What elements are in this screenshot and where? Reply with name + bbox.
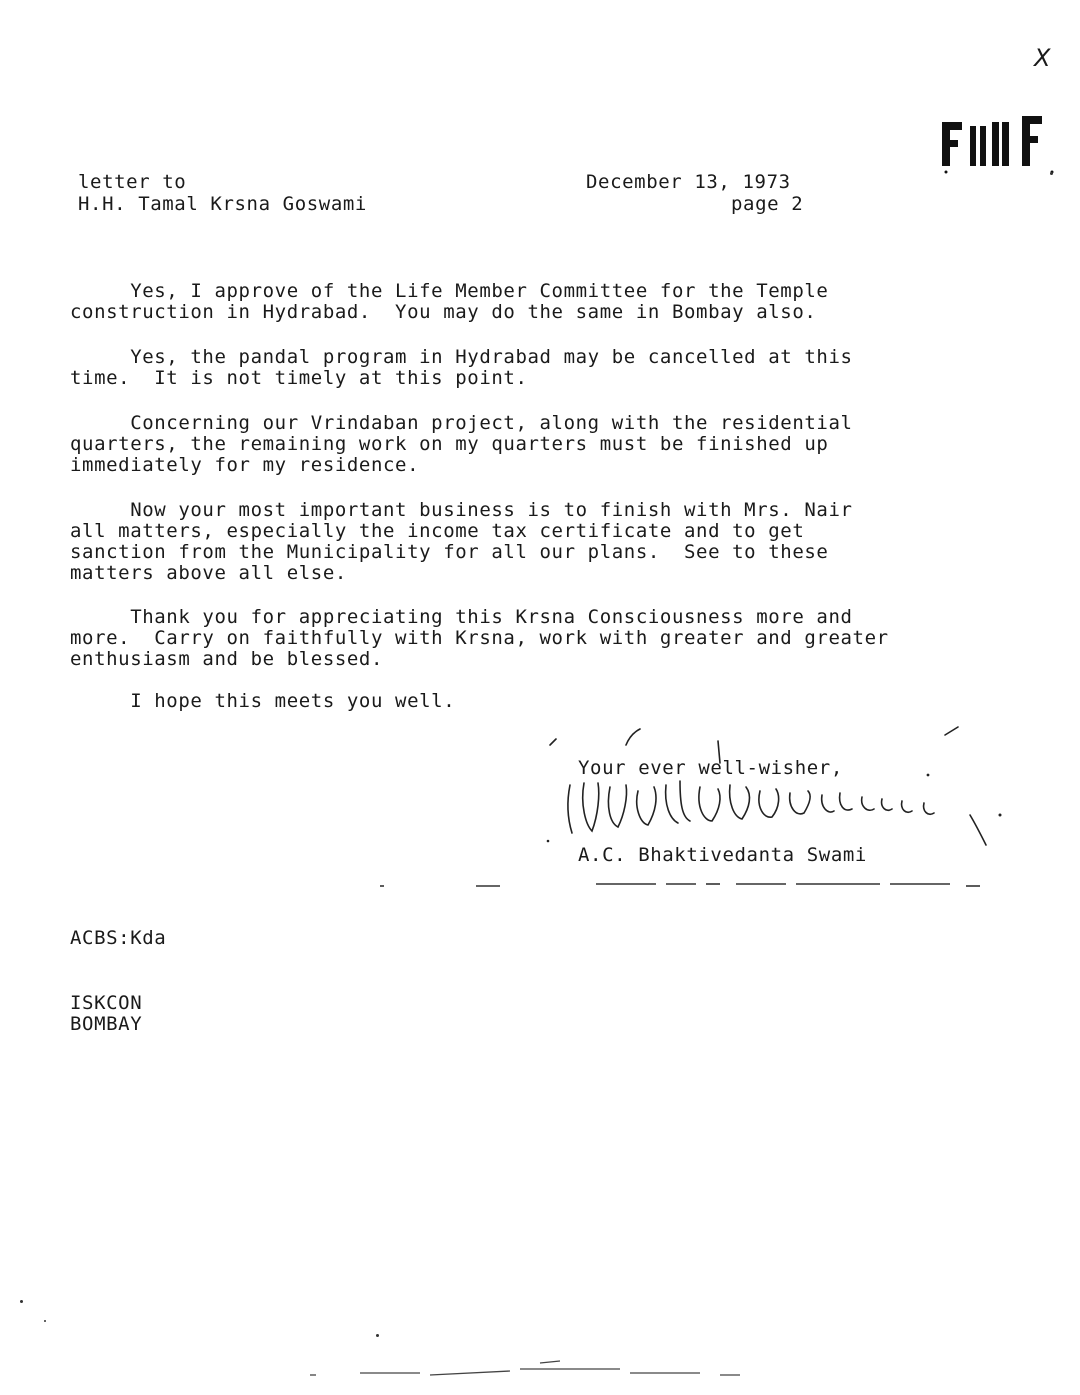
scan-speck <box>376 1334 379 1337</box>
recipient-line-1: letter to <box>78 171 187 193</box>
signature-block <box>540 715 1010 895</box>
paragraph-line: enthusiasm and be blessed. <box>70 648 384 670</box>
paragraph-line: Thank you for appreciating this Krsna Consciousness more and <box>70 606 853 628</box>
paragraph-line: more. Carry on faithfully with Krsna, work with greater and greater <box>70 627 889 649</box>
cc-line-2: BOMBAY <box>70 1013 143 1035</box>
scan-speck <box>20 1300 23 1303</box>
file-stamp <box>940 112 1060 176</box>
paragraph-2 <box>70 347 1000 389</box>
page-number: page 2 <box>731 193 804 215</box>
paragraph-line: Yes, the pandal program in Hydrabad may be cancelled at this <box>70 346 853 368</box>
paragraph-line: I hope this meets you well. <box>70 690 456 712</box>
paragraph-line: Concerning our Vrindaban project, along with the residential <box>70 412 853 434</box>
paragraph-line: sanction from the Municipality for all our plans. See to these <box>70 541 829 563</box>
reference-initials: ACBS:Kda <box>70 927 167 949</box>
paragraph-line: construction in Hydrabad. You may do the same in Bombay also. <box>70 301 817 323</box>
scan-speck <box>1050 172 1053 175</box>
paragraph-6 <box>70 691 1000 712</box>
paragraph-1 <box>70 281 1000 323</box>
paragraph-5 <box>70 607 1000 670</box>
closing-line: Your ever well-wisher, <box>578 757 843 779</box>
paragraph-line: time. It is not timely at this point. <box>70 367 528 389</box>
paragraph-line: matters above all else. <box>70 562 347 584</box>
corner-mark: X <box>1034 44 1051 72</box>
scan-noise-bottom <box>300 1355 760 1385</box>
paragraph-line: Yes, I approve of the Life Member Committee for the Temple <box>70 280 829 302</box>
scan-dash-line <box>360 870 1000 900</box>
paragraph-line: quarters, the remaining work on my quarters must be finished up <box>70 433 829 455</box>
paragraph-line: Now your most important business is to finish with Mrs. Nair <box>70 499 853 521</box>
recipient-line-2: H.H. Tamal Krsna Goswami <box>78 193 367 215</box>
paragraph-3 <box>70 413 1000 476</box>
signatory-name: A.C. Bhaktivedanta Swami <box>578 844 867 866</box>
letter-date: December 13, 1973 <box>586 171 791 193</box>
scan-speck <box>44 1320 46 1322</box>
paragraph-line: immediately for my residence. <box>70 454 420 476</box>
handwritten-signature <box>540 715 1010 895</box>
paragraph-line: all matters, especially the income tax certificate and to get <box>70 520 805 542</box>
paragraph-4 <box>70 500 1000 584</box>
cc-line-1: ISKCON <box>70 992 143 1014</box>
